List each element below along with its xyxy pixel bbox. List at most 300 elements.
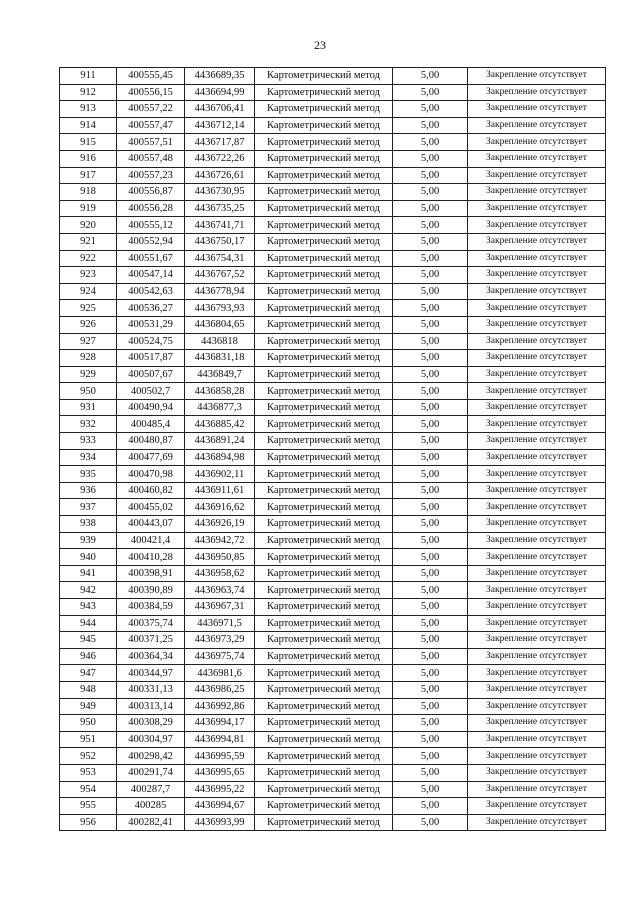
error-cell: 5,00	[393, 366, 468, 383]
method-cell: Картометрический метод	[255, 300, 393, 317]
fixing-cell: Закрепление отсутствует	[468, 366, 606, 383]
coord-x-cell: 400287,7	[117, 781, 185, 798]
fixing-cell: Закрепление отсутствует	[468, 134, 606, 151]
coord-x-cell: 400477,69	[117, 449, 185, 466]
point-number-cell: 946	[60, 648, 117, 665]
point-number-cell: 913	[60, 101, 117, 118]
point-number-cell: 944	[60, 615, 117, 632]
fixing-cell: Закрепление отсутствует	[468, 449, 606, 466]
coord-y-cell: 4436735,25	[185, 200, 255, 217]
table-row	[60, 499, 606, 516]
method-cell: Картометрический метод	[255, 316, 393, 333]
point-number-cell: 921	[60, 233, 117, 250]
fixing-cell: Закрепление отсутствует	[468, 599, 606, 616]
coord-y-cell: 4436995,22	[185, 781, 255, 798]
method-cell: Картометрический метод	[255, 549, 393, 566]
point-number-cell: 947	[60, 665, 117, 682]
method-cell: Картометрический метод	[255, 167, 393, 184]
point-number-cell: 914	[60, 117, 117, 134]
table-row	[60, 350, 606, 367]
method-cell: Картометрический метод	[255, 117, 393, 134]
error-cell: 5,00	[393, 449, 468, 466]
fixing-cell: Закрепление отсутствует	[468, 383, 606, 400]
point-number-cell: 950	[60, 383, 117, 400]
table-row	[60, 416, 606, 433]
method-cell: Картометрический метод	[255, 731, 393, 748]
error-cell: 5,00	[393, 698, 468, 715]
error-cell: 5,00	[393, 615, 468, 632]
point-number-cell: 937	[60, 499, 117, 516]
method-cell: Картометрический метод	[255, 68, 393, 85]
error-cell: 5,00	[393, 300, 468, 317]
coord-x-cell: 400490,94	[117, 399, 185, 416]
fixing-cell: Закрепление отсутствует	[468, 333, 606, 350]
coord-x-cell: 400421,4	[117, 532, 185, 549]
point-number-cell: 927	[60, 333, 117, 350]
coord-x-cell: 400557,23	[117, 167, 185, 184]
coord-x-cell: 400308,29	[117, 715, 185, 732]
error-cell: 5,00	[393, 648, 468, 665]
fixing-cell: Закрепление отсутствует	[468, 731, 606, 748]
coord-y-cell: 4436750,17	[185, 233, 255, 250]
method-cell: Картометрический метод	[255, 648, 393, 665]
coord-x-cell: 400313,14	[117, 698, 185, 715]
coord-y-cell: 4436730,95	[185, 184, 255, 201]
coord-y-cell: 4436963,74	[185, 582, 255, 599]
method-cell: Картометрический метод	[255, 798, 393, 815]
coord-x-cell: 400556,87	[117, 184, 185, 201]
fixing-cell: Закрепление отсутствует	[468, 68, 606, 85]
point-number-cell: 941	[60, 565, 117, 582]
point-number-cell: 928	[60, 350, 117, 367]
method-cell: Картометрический метод	[255, 715, 393, 732]
point-number-cell: 919	[60, 200, 117, 217]
fixing-cell: Закрепление отсутствует	[468, 433, 606, 450]
error-cell: 5,00	[393, 134, 468, 151]
coord-x-cell: 400531,29	[117, 316, 185, 333]
coord-y-cell: 4436858,28	[185, 383, 255, 400]
fixing-cell: Закрепление отсутствует	[468, 117, 606, 134]
fixing-cell: Закрепление отсутствует	[468, 648, 606, 665]
coordinates-table	[59, 67, 606, 831]
method-cell: Картометрический метод	[255, 267, 393, 284]
error-cell: 5,00	[393, 632, 468, 649]
method-cell: Картометрический метод	[255, 233, 393, 250]
point-number-cell: 918	[60, 184, 117, 201]
coord-x-cell: 400552,94	[117, 233, 185, 250]
coord-y-cell: 4436726,61	[185, 167, 255, 184]
table-row	[60, 532, 606, 549]
table-row	[60, 316, 606, 333]
fixing-cell: Закрепление отсутствует	[468, 267, 606, 284]
fixing-cell: Закрепление отсутствует	[468, 416, 606, 433]
coord-y-cell: 4436894,98	[185, 449, 255, 466]
point-number-cell: 940	[60, 549, 117, 566]
coord-x-cell: 400285	[117, 798, 185, 815]
method-cell: Картометрический метод	[255, 814, 393, 831]
fixing-cell: Закрепление отсутствует	[468, 350, 606, 367]
coord-y-cell: 4436706,41	[185, 101, 255, 118]
table-row	[60, 698, 606, 715]
error-cell: 5,00	[393, 798, 468, 815]
coord-x-cell: 400282,41	[117, 814, 185, 831]
fixing-cell: Закрепление отсутствует	[468, 150, 606, 167]
method-cell: Картометрический метод	[255, 366, 393, 383]
error-cell: 5,00	[393, 565, 468, 582]
table-row	[60, 283, 606, 300]
fixing-cell: Закрепление отсутствует	[468, 565, 606, 582]
fixing-cell: Закрепление отсутствует	[468, 798, 606, 815]
method-cell: Картометрический метод	[255, 449, 393, 466]
coord-x-cell: 400557,22	[117, 101, 185, 118]
coord-x-cell: 400390,89	[117, 582, 185, 599]
point-number-cell: 945	[60, 632, 117, 649]
point-number-cell: 936	[60, 482, 117, 499]
coord-x-cell: 400455,02	[117, 499, 185, 516]
coord-x-cell: 400555,45	[117, 68, 185, 85]
point-number-cell: 922	[60, 250, 117, 267]
method-cell: Картометрический метод	[255, 482, 393, 499]
coord-x-cell: 400480,87	[117, 433, 185, 450]
point-number-cell: 935	[60, 466, 117, 483]
error-cell: 5,00	[393, 283, 468, 300]
error-cell: 5,00	[393, 681, 468, 698]
table-row	[60, 267, 606, 284]
coord-y-cell: 4436992,86	[185, 698, 255, 715]
coord-x-cell: 400291,74	[117, 764, 185, 781]
coord-x-cell: 400364,34	[117, 648, 185, 665]
error-cell: 5,00	[393, 84, 468, 101]
table-row	[60, 134, 606, 151]
point-number-cell: 931	[60, 399, 117, 416]
method-cell: Картометрический метод	[255, 200, 393, 217]
error-cell: 5,00	[393, 117, 468, 134]
method-cell: Картометрический метод	[255, 383, 393, 400]
coord-y-cell: 4436793,93	[185, 300, 255, 317]
table-row	[60, 383, 606, 400]
coord-x-cell: 400502,7	[117, 383, 185, 400]
table-row	[60, 516, 606, 533]
fixing-cell: Закрепление отсутствует	[468, 250, 606, 267]
coord-x-cell: 400557,47	[117, 117, 185, 134]
fixing-cell: Закрепление отсутствует	[468, 632, 606, 649]
point-number-cell: 956	[60, 814, 117, 831]
coord-x-cell: 400555,12	[117, 217, 185, 234]
method-cell: Картометрический метод	[255, 416, 393, 433]
table-row	[60, 433, 606, 450]
error-cell: 5,00	[393, 101, 468, 118]
point-number-cell: 953	[60, 764, 117, 781]
point-number-cell: 923	[60, 267, 117, 284]
table-row	[60, 250, 606, 267]
point-number-cell: 949	[60, 698, 117, 715]
method-cell: Картометрический метод	[255, 433, 393, 450]
coord-x-cell: 400507,67	[117, 366, 185, 383]
error-cell: 5,00	[393, 715, 468, 732]
table-row	[60, 217, 606, 234]
table-row	[60, 798, 606, 815]
coord-x-cell: 400384,59	[117, 599, 185, 616]
error-cell: 5,00	[393, 383, 468, 400]
coord-y-cell: 4436694,99	[185, 84, 255, 101]
coord-y-cell: 4436831,18	[185, 350, 255, 367]
table-row	[60, 582, 606, 599]
coord-y-cell: 4436986,25	[185, 681, 255, 698]
point-number-cell: 942	[60, 582, 117, 599]
point-number-cell: 924	[60, 283, 117, 300]
method-cell: Картометрический метод	[255, 764, 393, 781]
coord-y-cell: 4436993,99	[185, 814, 255, 831]
table-row	[60, 748, 606, 765]
point-number-cell: 938	[60, 516, 117, 533]
method-cell: Картометрический метод	[255, 516, 393, 533]
method-cell: Картометрический метод	[255, 134, 393, 151]
fixing-cell: Закрепление отсутствует	[468, 84, 606, 101]
error-cell: 5,00	[393, 250, 468, 267]
fixing-cell: Закрепление отсутствует	[468, 748, 606, 765]
fixing-cell: Закрепление отсутствует	[468, 316, 606, 333]
error-cell: 5,00	[393, 764, 468, 781]
error-cell: 5,00	[393, 731, 468, 748]
point-number-cell: 916	[60, 150, 117, 167]
error-cell: 5,00	[393, 316, 468, 333]
coord-x-cell: 400524,75	[117, 333, 185, 350]
point-number-cell: 932	[60, 416, 117, 433]
page-number: 23	[314, 38, 326, 52]
error-cell: 5,00	[393, 150, 468, 167]
table-row	[60, 731, 606, 748]
table-row	[60, 814, 606, 831]
fixing-cell: Закрепление отсутствует	[468, 167, 606, 184]
fixing-cell: Закрепление отсутствует	[468, 184, 606, 201]
method-cell: Картометрический метод	[255, 333, 393, 350]
error-cell: 5,00	[393, 482, 468, 499]
fixing-cell: Закрепление отсутствует	[468, 283, 606, 300]
error-cell: 5,00	[393, 532, 468, 549]
table-row	[60, 615, 606, 632]
coord-x-cell: 400557,48	[117, 150, 185, 167]
method-cell: Картометрический метод	[255, 632, 393, 649]
coord-x-cell: 400542,63	[117, 283, 185, 300]
error-cell: 5,00	[393, 200, 468, 217]
point-number-cell: 933	[60, 433, 117, 450]
fixing-cell: Закрепление отсутствует	[468, 482, 606, 499]
coord-y-cell: 4436995,59	[185, 748, 255, 765]
point-number-cell: 920	[60, 217, 117, 234]
point-number-cell: 929	[60, 366, 117, 383]
method-cell: Картометрический метод	[255, 250, 393, 267]
error-cell: 5,00	[393, 665, 468, 682]
error-cell: 5,00	[393, 781, 468, 798]
method-cell: Картометрический метод	[255, 150, 393, 167]
table-row	[60, 84, 606, 101]
table-row	[60, 300, 606, 317]
coord-y-cell: 4436973,29	[185, 632, 255, 649]
method-cell: Картометрический метод	[255, 781, 393, 798]
fixing-cell: Закрепление отсутствует	[468, 781, 606, 798]
method-cell: Картометрический метод	[255, 599, 393, 616]
table-row	[60, 68, 606, 85]
method-cell: Картометрический метод	[255, 217, 393, 234]
table-row	[60, 233, 606, 250]
coord-x-cell: 400298,42	[117, 748, 185, 765]
table-body	[60, 68, 606, 831]
table-row	[60, 399, 606, 416]
method-cell: Картометрический метод	[255, 615, 393, 632]
coord-x-cell: 400410,28	[117, 549, 185, 566]
point-number-cell: 954	[60, 781, 117, 798]
fixing-cell: Закрепление отсутствует	[468, 499, 606, 516]
error-cell: 5,00	[393, 233, 468, 250]
point-number-cell: 952	[60, 748, 117, 765]
coord-y-cell: 4436804,65	[185, 316, 255, 333]
error-cell: 5,00	[393, 184, 468, 201]
coord-x-cell: 400556,15	[117, 84, 185, 101]
coord-x-cell: 400556,28	[117, 200, 185, 217]
coord-x-cell: 400485,4	[117, 416, 185, 433]
coord-x-cell: 400371,25	[117, 632, 185, 649]
table-row	[60, 665, 606, 682]
fixing-cell: Закрепление отсутствует	[468, 615, 606, 632]
coord-x-cell: 400536,27	[117, 300, 185, 317]
fixing-cell: Закрепление отсутствует	[468, 399, 606, 416]
coord-x-cell: 400470,98	[117, 466, 185, 483]
error-cell: 5,00	[393, 466, 468, 483]
coord-y-cell: 4436926,19	[185, 516, 255, 533]
method-cell: Картометрический метод	[255, 681, 393, 698]
table-row	[60, 599, 606, 616]
fixing-cell: Закрепление отсутствует	[468, 532, 606, 549]
fixing-cell: Закрепление отсутствует	[468, 814, 606, 831]
coord-y-cell: 4436950,85	[185, 549, 255, 566]
method-cell: Картометрический метод	[255, 283, 393, 300]
point-number-cell: 951	[60, 731, 117, 748]
error-cell: 5,00	[393, 499, 468, 516]
coord-y-cell: 4436778,94	[185, 283, 255, 300]
coord-x-cell: 400517,87	[117, 350, 185, 367]
point-number-cell: 943	[60, 599, 117, 616]
coord-y-cell: 4436891,24	[185, 433, 255, 450]
coord-y-cell: 4436849,7	[185, 366, 255, 383]
table-row	[60, 200, 606, 217]
coord-y-cell: 4436902,11	[185, 466, 255, 483]
fixing-cell: Закрепление отсутствует	[468, 715, 606, 732]
point-number-cell: 912	[60, 84, 117, 101]
error-cell: 5,00	[393, 433, 468, 450]
method-cell: Картометрический метод	[255, 350, 393, 367]
coord-y-cell: 4436971,5	[185, 615, 255, 632]
table-row	[60, 117, 606, 134]
fixing-cell: Закрепление отсутствует	[468, 200, 606, 217]
method-cell: Картометрический метод	[255, 184, 393, 201]
coord-y-cell: 4436981,6	[185, 665, 255, 682]
method-cell: Картометрический метод	[255, 698, 393, 715]
coord-y-cell: 4436717,87	[185, 134, 255, 151]
coord-y-cell: 4436877,3	[185, 399, 255, 416]
point-number-cell: 950	[60, 715, 117, 732]
point-number-cell: 955	[60, 798, 117, 815]
error-cell: 5,00	[393, 549, 468, 566]
table-row	[60, 781, 606, 798]
error-cell: 5,00	[393, 814, 468, 831]
method-cell: Картометрический метод	[255, 748, 393, 765]
method-cell: Картометрический метод	[255, 466, 393, 483]
coord-x-cell: 400443,07	[117, 516, 185, 533]
coord-y-cell: 4436767,52	[185, 267, 255, 284]
fixing-cell: Закрепление отсутствует	[468, 549, 606, 566]
coord-y-cell: 4436958,62	[185, 565, 255, 582]
coord-x-cell: 400547,14	[117, 267, 185, 284]
point-number-cell: 911	[60, 68, 117, 85]
fixing-cell: Закрепление отсутствует	[468, 582, 606, 599]
method-cell: Картометрический метод	[255, 101, 393, 118]
coord-y-cell: 4436712,14	[185, 117, 255, 134]
fixing-cell: Закрепление отсутствует	[468, 516, 606, 533]
coord-y-cell: 4436911,61	[185, 482, 255, 499]
table-row	[60, 681, 606, 698]
table-row	[60, 549, 606, 566]
coord-x-cell: 400551,67	[117, 250, 185, 267]
coord-y-cell: 4436994,81	[185, 731, 255, 748]
point-number-cell: 917	[60, 167, 117, 184]
coord-x-cell: 400460,82	[117, 482, 185, 499]
coord-x-cell: 400331,13	[117, 681, 185, 698]
coord-y-cell: 4436741,71	[185, 217, 255, 234]
error-cell: 5,00	[393, 516, 468, 533]
table-row	[60, 466, 606, 483]
coord-y-cell: 4436885,42	[185, 416, 255, 433]
point-number-cell: 939	[60, 532, 117, 549]
fixing-cell: Закрепление отсутствует	[468, 300, 606, 317]
table-row	[60, 101, 606, 118]
coord-x-cell: 400375,74	[117, 615, 185, 632]
fixing-cell: Закрепление отсутствует	[468, 217, 606, 234]
coord-y-cell: 4436994,17	[185, 715, 255, 732]
table-row	[60, 764, 606, 781]
table-row	[60, 167, 606, 184]
table-row	[60, 565, 606, 582]
table-row	[60, 648, 606, 665]
error-cell: 5,00	[393, 350, 468, 367]
error-cell: 5,00	[393, 599, 468, 616]
method-cell: Картометрический метод	[255, 499, 393, 516]
coord-y-cell: 4436722,26	[185, 150, 255, 167]
table-row	[60, 449, 606, 466]
table-row	[60, 632, 606, 649]
fixing-cell: Закрепление отсутствует	[468, 665, 606, 682]
coord-y-cell: 4436754,31	[185, 250, 255, 267]
fixing-cell: Закрепление отсутствует	[468, 466, 606, 483]
error-cell: 5,00	[393, 582, 468, 599]
error-cell: 5,00	[393, 399, 468, 416]
method-cell: Картометрический метод	[255, 399, 393, 416]
table-row	[60, 184, 606, 201]
error-cell: 5,00	[393, 167, 468, 184]
point-number-cell: 948	[60, 681, 117, 698]
coord-y-cell: 4436942,72	[185, 532, 255, 549]
method-cell: Картометрический метод	[255, 582, 393, 599]
point-number-cell: 934	[60, 449, 117, 466]
error-cell: 5,00	[393, 748, 468, 765]
table-row	[60, 482, 606, 499]
coord-y-cell: 4436995,65	[185, 764, 255, 781]
table-row	[60, 333, 606, 350]
table-row	[60, 366, 606, 383]
fixing-cell: Закрепление отсутствует	[468, 698, 606, 715]
coord-x-cell: 400398,91	[117, 565, 185, 582]
error-cell: 5,00	[393, 333, 468, 350]
coord-y-cell: 4436967,31	[185, 599, 255, 616]
